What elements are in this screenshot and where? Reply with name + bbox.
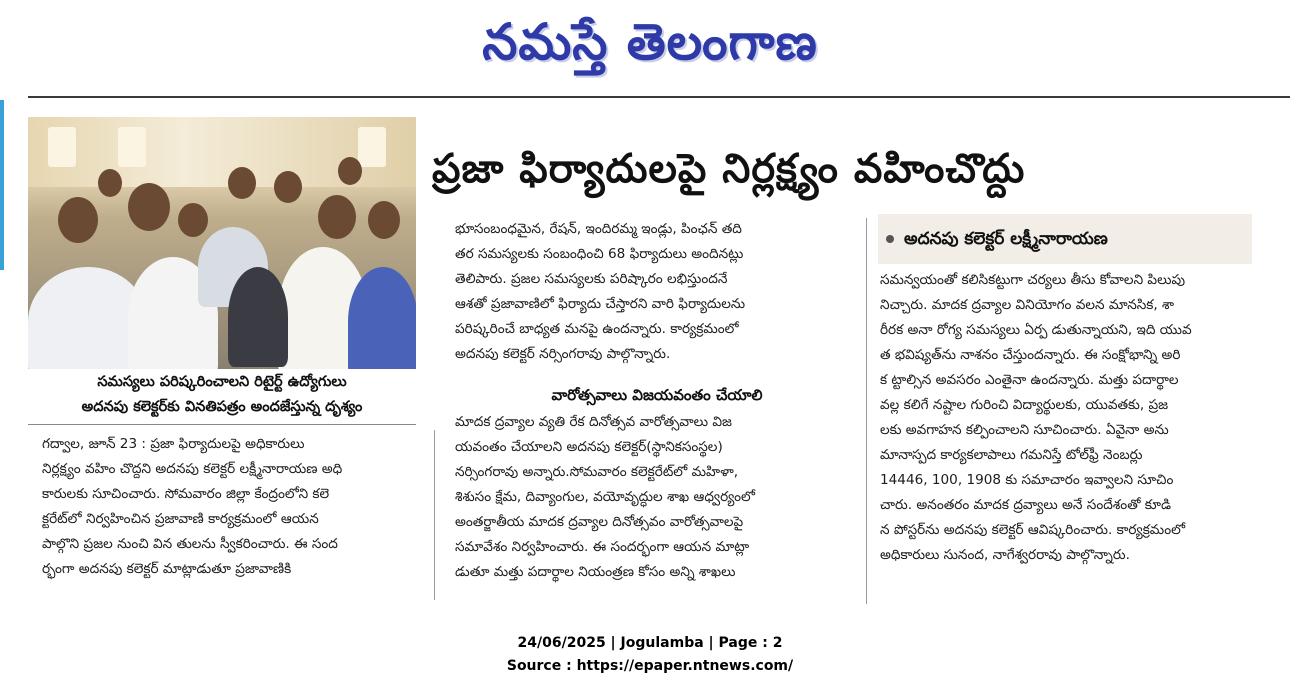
text-line: వల్ల కలిగే నష్టాల గురించి విద్యార్థులకు, యువతకు, ప్రజ xyxy=(880,397,1169,413)
text-line: భూసంబంధమైన, రేషన్, ఇందిరమ్మ ఇండ్లు, పింఛన్ తది xyxy=(455,221,742,237)
text-line: తెలిపారు. ప్రజల సమస్యలకు పరిష్కారం లభిస్తుందనే xyxy=(455,271,728,287)
text-line: మాదక ద్రవ్యాల వ్యతి రేక దినోత్సవ వారోత్సవాలు విజ xyxy=(455,414,732,430)
news-photo xyxy=(28,117,416,369)
text-line: శిశుసం క్షేమ, దివ్యాంగుల, వయోవృద్ధుల శాఖ ఆధ్వర్యంలో xyxy=(455,489,755,505)
text-line: ఆశతో ప్రజావాణిలో ఫిర్యాదు చేస్తారని వారి ఫిర్యాదులను xyxy=(455,296,746,312)
footer-source-line: Source : https://epaper.ntnews.com/ xyxy=(506,658,794,674)
article-column-left xyxy=(42,432,414,582)
newspaper-masthead: నమస్తే తెలంగాణ xyxy=(482,12,818,71)
text-line: అంతర్జాతీయ మాదక ద్రవ్యాల దినోత్సవం వారోత్సవాలపై xyxy=(455,514,744,530)
text-line: కారులకు సూచించారు. సోమవారం జిల్లా కేంద్రంలోని కలె xyxy=(42,486,330,502)
text-line: న పోస్టర్‌ను అదనపు కలెక్టర్ ఆవిష్కరించారు. కార్యక్రమంలో xyxy=(880,522,1186,538)
article-column-middle-bottom xyxy=(455,410,855,585)
text-line: డుతూ మత్తు పదార్థాల నియంత్రణ కోసం అన్ని శాఖలు xyxy=(455,564,736,580)
bullet-icon xyxy=(886,235,894,243)
text-line: రీరక అనా రోగ్య సమస్యలు ఏర్ప డుతున్నాయని, ఇది యువ xyxy=(880,322,1192,338)
text-line: సమన్వయంతో కలిసికట్టుగా చర్యలు తీసు కోవాలని పిలుపు xyxy=(880,272,1186,288)
text-line: లకు అవగాహన కల్పించాలని సూచించారు. ఏవైనా అను xyxy=(880,422,1169,438)
photo-caption-line2: అదనపు కలెక్టర్‌కు వినతిపత్రం అందజేస్తున్న దృశ్యం xyxy=(81,399,363,415)
text-line: యవంతం చేయాలని అదనపు కలెక్టర్(స్థానికసంస్థల) xyxy=(455,439,723,455)
text-line: చారు. అనంతరం మాదక ద్రవ్యాలు అనే సందేశంతో కూడి xyxy=(880,497,1172,513)
text-line: గద్వాల, జూన్ 23 : ప్రజా ఫిర్యాదులపై అధికారులు xyxy=(42,436,305,452)
text-line: నిచ్చారు. మాదక ద్రవ్యాల వినియోగం వలన మానసిక, శా xyxy=(880,297,1175,313)
text-line: త భవిష్యత్‌ను నాశనం చేస్తుందన్నారు. ఈ సంక్షోభాన్ని అరి xyxy=(880,347,1181,363)
text-line: తర సమస్యలకు సంబంధించి 68 ఫిర్యాదులు అందినట్లు xyxy=(455,246,744,262)
text-line: 14446, 100, 1908 కు సమాచారం ఇవ్వాలని సూచిం xyxy=(880,472,1174,488)
section-subheading: వారోత్సవాలు విజయవంతం చేయాలి xyxy=(551,386,763,404)
subhead-text: అదనపు కలెక్టర్ లక్ష్మీనారాయణ xyxy=(904,229,1108,249)
photo-caption-line1: సమస్యలు పరిష్కరించాలని రిటైర్ట్ ఉద్యోగులు xyxy=(97,374,347,390)
text-line: పరిష్కరించే బాధ్యత మనపై ఉందన్నారు. కార్యక్రమంలో xyxy=(455,321,739,337)
text-line: ర్భంగా అదనపు కలెక్టర్ మాట్లాడుతూ ప్రజావాణికి xyxy=(42,561,292,577)
masthead-rule xyxy=(28,96,1290,98)
article-column-right xyxy=(880,268,1252,568)
article-column-middle-top xyxy=(455,217,855,367)
text-line: అదనపు కలెక్టర్ నర్సింగరావు పాల్గొన్నారు. xyxy=(455,346,671,362)
photo-caption xyxy=(28,370,416,422)
text-line: మానాస్పద కార్యకలాపాలు గమనిస్తే టోల్‌ఫ్రీ నెంబర్లు xyxy=(880,447,1143,463)
footer-date-line: 24/06/2025 | Jogulamba | Page : 2 xyxy=(517,635,783,651)
article-headline: ప్రజా ఫిర్యాదులపై నిర్లక్ష్యం వహించొద్దు xyxy=(432,146,1026,192)
page-footer xyxy=(400,632,900,678)
caption-rule xyxy=(28,424,416,425)
column-divider xyxy=(434,430,435,600)
article-subhead xyxy=(878,214,1252,264)
text-line: నర్సింగరావు అన్నారు.సోమవారం కలెక్టరేట్‌లో మహిళా, xyxy=(455,464,739,480)
text-line: పాల్గొని ప్రజల నుంచి విన తులను స్వీకరించారు. ఈ సంద xyxy=(42,536,338,552)
text-line: క ట్టాల్సిన అవసరం ఎంతైనా ఉందన్నారు. మత్తు పదార్థాల xyxy=(880,372,1179,388)
column-divider xyxy=(866,218,867,604)
page-edge-marker xyxy=(0,100,4,270)
text-line: క్టరేట్‌లో నిర్వహించిన ప్రజావాణి కార్యక్రమంలో ఆయన xyxy=(42,511,319,527)
text-line: నిర్లక్ష్యం వహిం చొద్దని అదనపు కలెక్టర్ లక్ష్మీనారాయణ అధి xyxy=(42,461,343,477)
text-line: అధికారులు సునంద, నాగేశ్వరరావు పాల్గొన్నారు. xyxy=(880,547,1130,563)
text-line: సమావేశం నిర్వహించారు. ఈ సందర్భంగా ఆయన మాట్లా xyxy=(455,539,750,555)
